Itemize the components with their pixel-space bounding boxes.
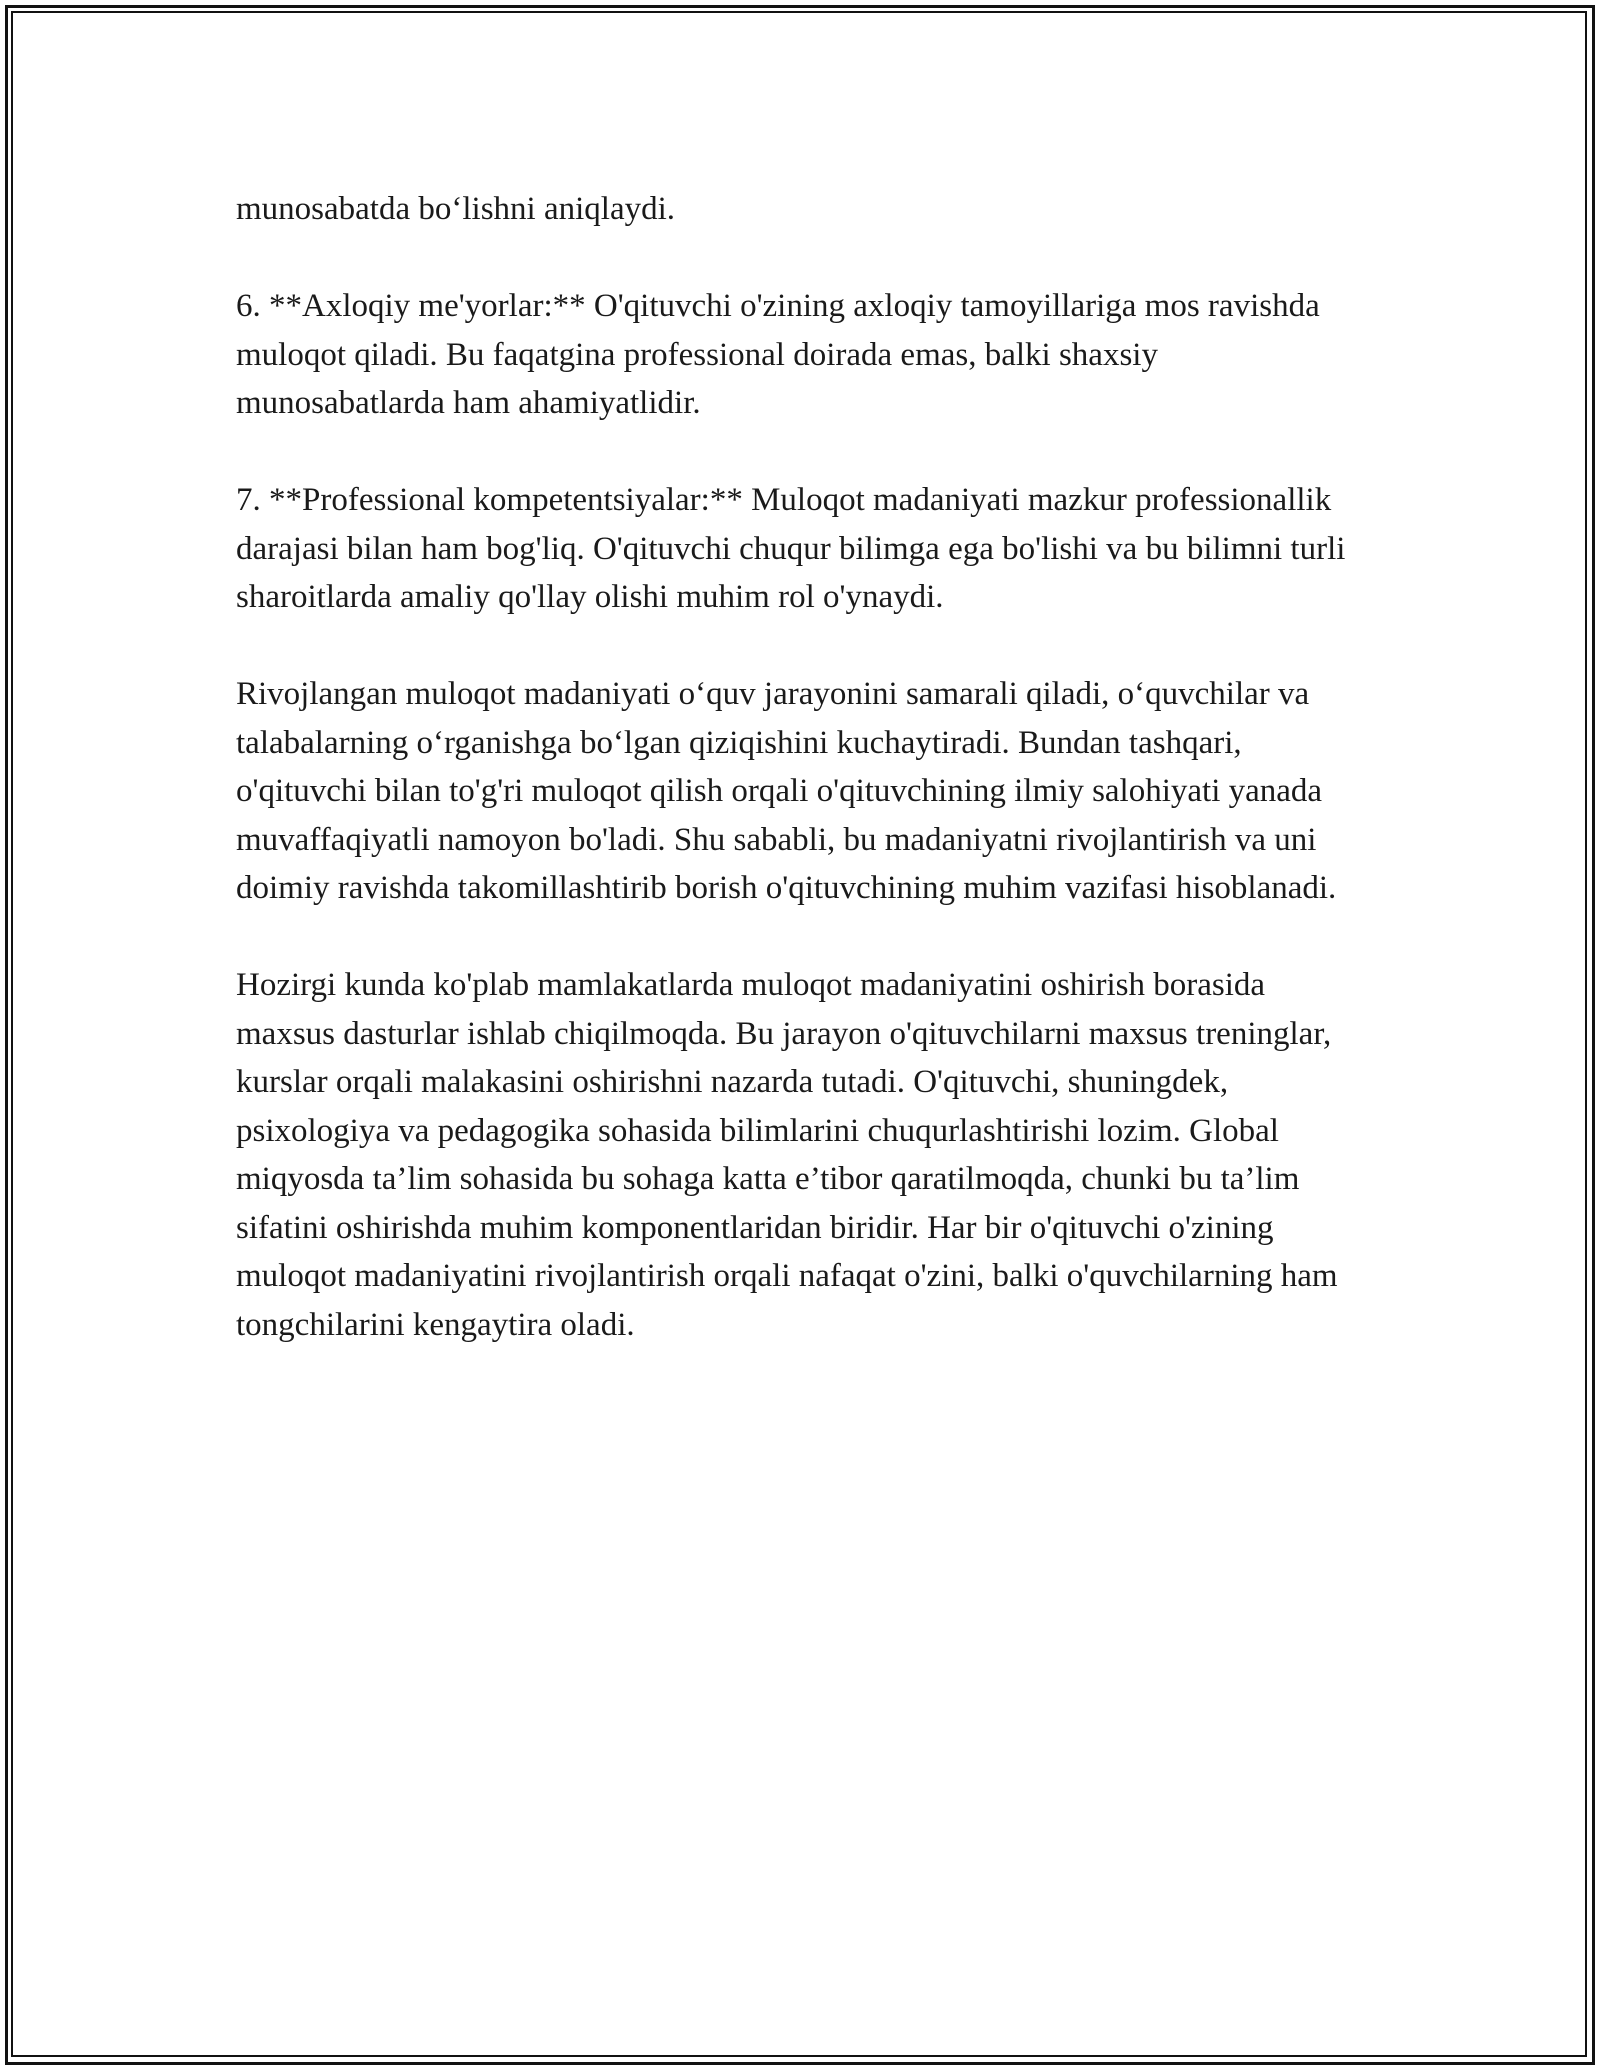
paragraph-current-programs: Hozirgi kunda ko'plab mamlakatlarda muloqot madaniyatini oshirish borasida maxsus dasturlar ishlab chiqilmoqda. Bu jarayon o'qituvchilarni maxsus treninglar, kurslar orqali malakasini oshirishni nazarda tutadi. O'qituvchi, shuningdek, psixologiya va pedagogika sohasida bilimlarini chuqurlashtirishi lozim. Global miqyosda ta’lim sohasida bu sohaga katta e’tibor qaratilmoqda, chunki bu ta’lim sifatini oshirishda muhim komponentlaridan biridir. Har bir o'qituvchi o'zining muloqot madaniyatini rivojlantirish orqali nafaqat o'zini, balki o'quvchilarning ham tongchilarini kengaytira oladi. [236, 967, 1338, 1343]
document-body [236, 185, 1366, 1398]
paragraph-item-7: 7. **Professional kompetentsiyalar:** Muloqot madaniyati mazkur professionallik darajasi bilan ham bog'liq. O'qituvchi chuqur bilimga ega bo'lishi va bu bilimni turli sharoitlarda amaliy qo'llay olishi muhim rol o'ynaydi. [236, 482, 1346, 615]
paragraph-continuation: munosabatda bo‘lishni aniqlaydi. [236, 191, 676, 227]
paragraph-developed-culture: Rivojlangan muloqot madaniyati o‘quv jarayonini samarali qiladi, o‘quvchilar va talabalarning o‘rganishga bo‘lgan qiziqishini kuchaytiradi. Bundan tashqari, o'qituvchi bilan to'g'ri muloqot qilish orqali o'qituvchining ilmiy salohiyati yanada muvaffaqiyatli namoyon bo'ladi. Shu sababli, bu madaniyatni rivojlantirish va uni doimiy ravishda takomillashtirib borish o'qituvchining muhim vazifasi hisoblanadi. [236, 676, 1337, 906]
paragraph-item-6: 6. **Axloqiy me'yorlar:** O'qituvchi o'zining axloqiy tamoyillariga mos ravishda muloqot qiladi. Bu faqatgina professional doirada emas, balki shaxsiy munosabatlarda ham ahamiyatlidir. [236, 288, 1320, 421]
